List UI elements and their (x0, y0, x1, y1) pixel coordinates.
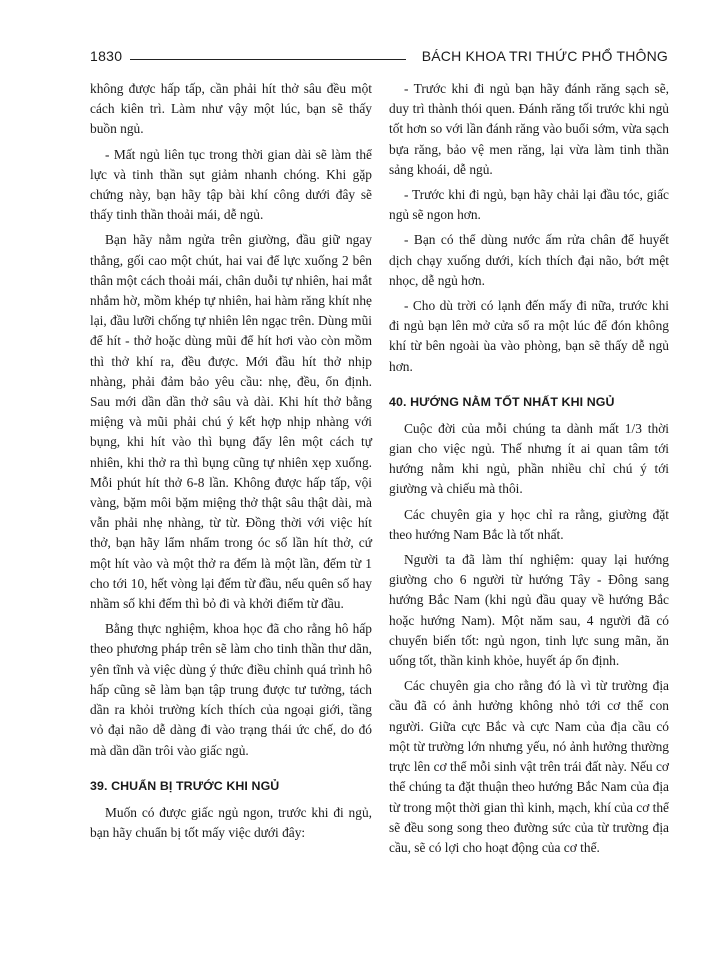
section-heading-40: 40. HƯỚNG NẰM TỐT NHẤT KHI NGỦ (389, 394, 615, 409)
paragraph: Cuộc đời của mỗi chúng ta dành mất 1/3 thời gian cho việc ngủ. Thế nhưng ít ai quan tâm tới hướng nằm khi ngủ, phần nhiều chỉ chú ý tới giường và chiếu mà thôi. (389, 420, 669, 497)
page-number: 1830 (90, 48, 123, 64)
paragraph: - Trước khi đi ngủ bạn hãy đánh răng sạch sẽ, duy trì thành thói quen. Đánh răng tối trước khi ngủ tốt hơn so với lần đánh răng vào buổi sớm, vừa sạch bựa răng, bảo vệ men răng, lại vừa làm tinh thần sảng khoái, dễ ngủ. (389, 81, 669, 177)
paragraph: Bạn hãy nằm ngửa trên giường, đầu giữ ngay thẳng, gối cao một chút, hai vai để lực xuống 2 bên thân một cách thoải mái, chân duỗi tự nhiên, hai mắt nhắm hờ, mồm khép tự nhiên, hai hàm răng khít nhẹ lại, đầu lưỡi chống tự nhiên lên ngạc trên. Dùng mũi để hít - thở hoặc dùng mũi để hít hơi vào còn mồm thì thở khí ra, đều được. Mới đầu hít thở nhịp nhàng, phải đảm bảo yêu cầu: nhẹ, đều, ổn định. Sau mới dần dần thở sâu và dài. Khi hít thở bằng miệng và mũi phải chú ý kết hợp nhịp nhàng với bụng, khi hít vào thì bụng đẩy lên một cách tự nhiên, khi thở ra thì bụng cũng tự nhiên xẹp xuống. Mỗi phút hít thở 6-8 lần. Không được hấp tấp, vội vàng, bặm môi bặm miệng thở thật sâu thật dài, mà vẫn phải nhẹ nhàng, từ từ. Đồng thời với việc hít thở, bạn hãy lẩm nhẩm trong óc số lần hít thở, cứ một hít vào và một thở ra đếm là một lần, đếm từ 1 cho tới 10, hết vòng lại đếm từ đầu, nếu quên số hay nhầm số khi đếm thì bỏ đi và khởi điểm từ đầu. (90, 232, 372, 612)
left-column (90, 79, 372, 848)
paragraph: - Bạn có thể dùng nước ấm rửa chân để huyết dịch chạy xuống dưới, kích thích đại não, bớt mệt nhọc, dễ ngủ hơn. (389, 232, 669, 288)
paragraph: Các chuyên gia y học chỉ ra rằng, giường đặt theo hướng Nam Bắc là tốt nhất. (389, 506, 669, 542)
paragraph: không được hấp tấp, cần phải hít thở sâu đều một cách kiên trì. Làm như vậy một lúc, bạn sẽ thấy buồn ngủ. (90, 81, 372, 137)
paragraph: - Cho dù trời có lạnh đến mấy đi nữa, trước khi đi ngủ bạn lên mở cửa sổ ra một lúc để đón không khí từ bên ngoài ùa vào phòng, bạn sẽ thấy dễ ngủ hơn. (389, 298, 669, 374)
running-title: BÁCH KHOA TRI THỨC PHỔ THÔNG (421, 48, 668, 64)
right-column (389, 79, 669, 863)
page-header (90, 48, 668, 70)
paragraph: Bằng thực nghiệm, khoa học đã cho rằng hô hấp theo phương pháp trên sẽ làm cho tinh thần thư dãn, yên tĩnh và việc dùng ý thức điều chỉnh quá trình hô hấp cũng sẽ làm bạn tập trung được tư tưởng, tách dần ra khỏi trường kích thích của ngoại giới, tầng vỏ đại não dễ dàng đi vào trạng thái ức chế, do đó mà dần dần trôi vào giấc ngủ. (90, 621, 372, 758)
paragraph: Người ta đã làm thí nghiệm: quay lại hướng giường cho 6 người từ hướng Tây - Đông sang hướng Bắc Nam (khi ngủ đầu quay về hướng Bắc hoặc hướng Nam). Một năm sau, 4 người đã có chuyển biến tốt: ngủ ngon, tinh lực sung mãn, ăn uống tốt, thần kinh khỏe, huyết áp ổn định. (389, 552, 669, 669)
paragraph: Các chuyên gia cho rằng đó là vì từ trường địa cầu đã có ảnh hưởng không nhỏ tới cơ thể con người. Giữa cực Bắc và cực Nam của địa cầu có một từ trường lớn nhưng yếu, nó ảnh hưởng thường trực lên cơ thể mỗi sinh vật trên trái đất này. Nếu cơ thể chúng ta đặt thuận theo hướng Bắc Nam của địa từ trong một thời gian thì kinh, mạch, khí của cơ thể sẽ đều song song theo đường sức của từ trường địa cầu, sẽ có lợi cho hoạt động của cơ thể. (389, 678, 669, 855)
paragraph: - Trước khi đi ngủ, bạn hãy chải lại đầu tóc, giấc ngủ sẽ ngon hơn. (389, 187, 669, 223)
paragraph: Muốn có được giấc ngủ ngon, trước khi đi ngủ, bạn hãy chuẩn bị tốt mấy việc dưới đây: (90, 804, 372, 840)
section-heading-39: 39. CHUẨN BỊ TRƯỚC KHI NGỦ (90, 778, 280, 793)
header-rule (130, 59, 406, 60)
paragraph: - Mất ngủ liên tục trong thời gian dài sẽ làm thể lực và tinh thần sụt giảm nhanh chóng. Khi gặp chứng này, bạn hãy tập bài khí công dưới đây sẽ thấy tinh thần thoải mái, dễ ngủ. (90, 146, 372, 223)
